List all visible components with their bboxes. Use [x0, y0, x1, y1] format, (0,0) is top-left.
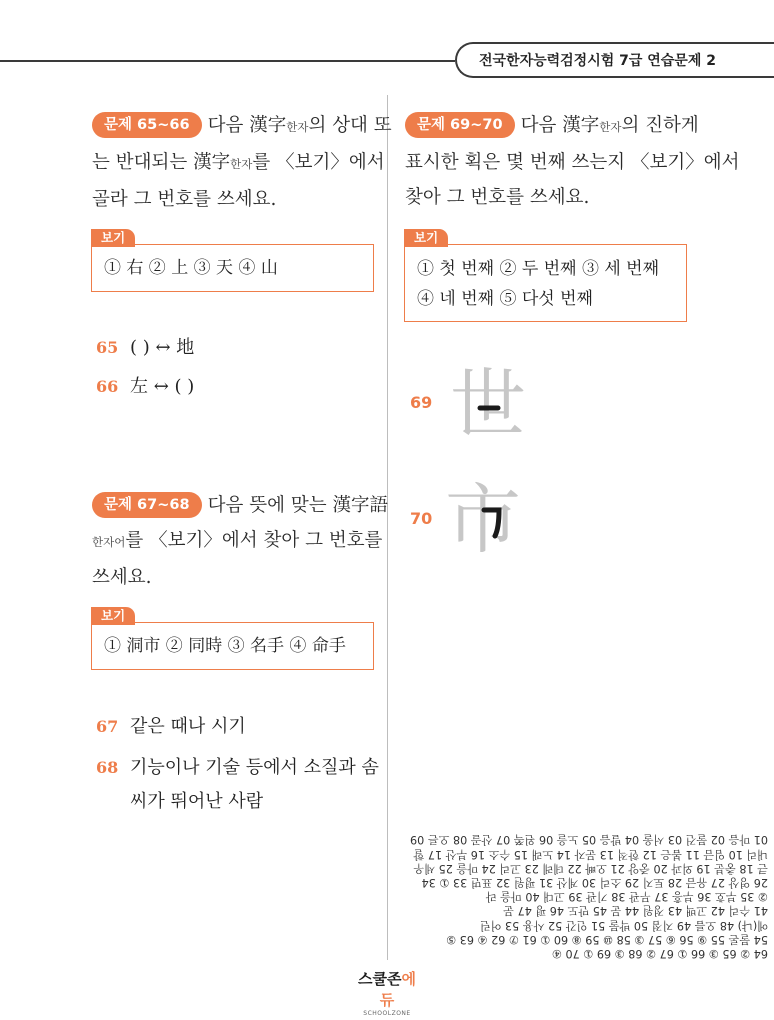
page-title: 전국한자능력검정시험 7급 연습문제 2 — [479, 53, 716, 69]
answer-line: 큰 18 충분 19 외과 20 중앙 21 오빠 22 데레 23 고리 24 마을 25 세우 — [413, 861, 768, 875]
highlighted-stroke — [445, 480, 525, 560]
question-69-character: 世 — [450, 365, 530, 445]
question-badge-69-70: 문제 69~70 — [405, 112, 515, 138]
question-69-number: 69 — [410, 393, 433, 412]
page-header — [455, 42, 774, 78]
bogi-options: ① 첫 번째 ② 두 번째 ③ 세 번째 ④ 네 번째 ⑤ 다섯 번째 — [404, 244, 687, 322]
question-68: 68 기능이나 기술 등에서 소질과 솜 씨가 뛰어난 사람 — [96, 757, 379, 812]
bogi-label: 보기 — [91, 607, 135, 625]
question-69-70-instructions: 문제 69~70 다음 漢字한자의 진하게 표시한 획은 몇 번째 쓰는지 〈보기〉에서 찾아 그 번호를 쓰세요. — [405, 108, 705, 215]
bogi-box-67-68 — [91, 608, 374, 670]
bogi-options: ① 右 ② 上 ③ 天 ④ 山 — [91, 244, 374, 292]
answer-key — [398, 832, 768, 960]
question-65: 65 ( ) ↔ 地 — [96, 337, 195, 358]
bogi-options: ① 洞市 ② 同時 ③ 名手 ④ 命手 — [91, 622, 374, 670]
answer-line: 26 영상 27 유금 28 토지 29 소리 30 계산 31 평원 32 표면 33 ① 34 — [421, 875, 768, 889]
answer-line: 에(냐) 48 오름 49 지점 50 박물 51 인간 52 사용 53 어린 — [479, 918, 768, 932]
publisher-logo: 스쿨존에듀 SCHOOLZONE — [358, 970, 416, 1017]
question-badge-65-66: 문제 65~66 — [92, 112, 202, 138]
answer-line: 54 물론 55 ⑨ 56 ⑥ 57 ③ 58 ⑩ 59 ⑧ 60 ① 61 ⑦ 62 ④ 63 ⑤ — [446, 932, 768, 946]
column-divider — [387, 95, 388, 960]
highlighted-stroke — [450, 365, 530, 445]
answer-line: ② 35 부호 36 부흥 37 무관 38 기관 39 고대 40 마을 라 — [485, 890, 768, 904]
bogi-box-65-66 — [91, 230, 374, 292]
question-67: 67 같은 때나 시기 — [96, 716, 246, 737]
answer-line: 01 마음 02 물건 03 서울 04 발음 05 노을 06 왼쪽 07 산골 08 오른 09 — [410, 833, 768, 847]
bogi-box-69-70 — [404, 230, 687, 322]
answer-line: 내리 10 임금 11 봄은 12 한적 13 문자 14 노래 15 수소 16 부산 17 할 — [413, 847, 768, 861]
question-70-number: 70 — [410, 509, 433, 528]
question-badge-67-68: 문제 67~68 — [92, 492, 202, 518]
question-67-68-instructions: 문제 67~68 다음 뜻에 맞는 漢字語 한자어를 〈보기〉에서 찾아 그 번호를 쓰세요. — [92, 488, 382, 595]
bogi-label: 보기 — [91, 229, 135, 247]
question-66: 66 左 ↔ ( ) — [96, 376, 195, 397]
question-70-character: 市 — [445, 480, 525, 560]
question-65-66-instructions: 문제 65~66 다음 漢字한자의 상대 또 는 반대되는 漢字한자를 〈보기〉에서 골라 그 번호를 쓰세요. — [92, 108, 382, 217]
answer-line: 41 수리 42 고백 43 정원 44 문 45 만도 46 평 47 문 — [503, 904, 768, 918]
bogi-label: 보기 — [404, 229, 448, 247]
answer-line: 64 ② 65 ③ 66 ① 67 ② 68 ③ 69 ① 70 ④ — [551, 947, 768, 960]
header-rule — [0, 60, 455, 62]
